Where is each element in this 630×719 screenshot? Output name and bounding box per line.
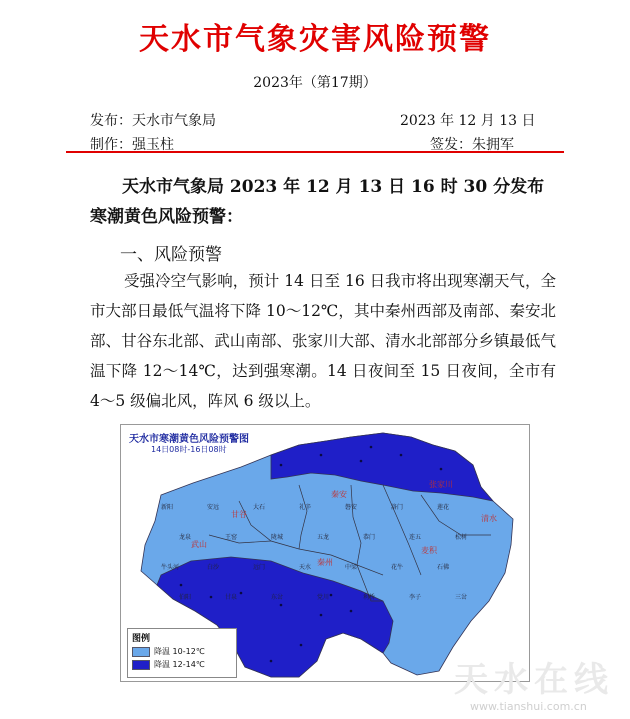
place-label: 恭门 — [363, 534, 376, 541]
place-label: 连五 — [409, 534, 422, 541]
document-title: 天水市气象灾害风险预警 — [139, 22, 491, 57]
legend-swatch-dark — [132, 660, 150, 670]
place-label: 礼辛 — [299, 504, 312, 511]
place-label: 陇城 — [271, 534, 284, 541]
county-label: 张家川 — [429, 480, 453, 489]
warning-body: 受强冷空气影响，预计 14 日至 16 日我市将出现寒潮天气，全市大部日最低气温将下降 10～12℃，其中秦州西部及南部、秦安北部、甘谷东北部、武山南部、张家川大部、清水北部部分乡镇最低气温下降 12～14℃，达到强寒潮。14 日夜间至 15 日夜间，全市有 4～5 级偏北风，阵风 6 级以上。 — [90, 272, 556, 410]
legend-item-dark — [132, 659, 236, 670]
watermark-url: www.tianshui.com.cn — [470, 700, 587, 713]
place-label: 党川 — [317, 594, 330, 601]
place-label: 中梁 — [345, 564, 358, 571]
section-heading: 一、风险预警 — [120, 245, 222, 265]
legend-label-dark: 降温 12-14℃ — [154, 660, 205, 669]
legend-swatch-light — [132, 647, 150, 657]
county-label: 武山 — [191, 540, 207, 549]
maker: 制作：强玉柱 — [90, 137, 174, 153]
warning-headline: 天水市气象局 2023 年 12 月 13 日 16 时 30 分发布寒潮黄色风险预警： — [90, 177, 545, 227]
signer: 签发：朱拥军 — [430, 137, 514, 153]
place-label: 莲花 — [437, 504, 450, 511]
place-label: 利桥 — [363, 594, 376, 601]
place-label: 大石 — [253, 504, 266, 511]
place-label: 东岔 — [271, 594, 284, 601]
place-label: 白沙 — [207, 564, 220, 571]
county-label: 秦州 — [317, 558, 333, 567]
header-divider — [66, 151, 564, 153]
publisher: 发布：天水市气象局 — [90, 113, 216, 129]
place-label: 天水 — [299, 564, 312, 571]
place-label: 花牛 — [391, 564, 404, 571]
place-label: 洛门 — [391, 504, 404, 511]
place-label: 五龙 — [317, 534, 330, 541]
place-label: 甘泉 — [225, 594, 238, 601]
place-label: 李子 — [409, 594, 422, 601]
issue-number: 2023年（第17期） — [253, 75, 377, 91]
issue-date: 2023 年 12 月 13 日 — [400, 113, 536, 129]
map-title: 天水市寒潮黄色风险预警图 — [129, 434, 249, 445]
place-label: 石佛 — [437, 564, 450, 571]
place-label: 松树 — [455, 534, 468, 541]
place-label: 王窑 — [225, 534, 238, 541]
county-label: 麦积 — [421, 546, 437, 555]
legend-item-light — [132, 646, 236, 657]
place-label: 伯阳 — [179, 594, 192, 601]
place-label: 新阳 — [161, 504, 174, 511]
map-subtitle: 14日08时-16日08时 — [151, 445, 227, 454]
place-label: 远门 — [253, 564, 266, 571]
county-label: 秦安 — [331, 490, 347, 499]
place-label: 龙泉 — [179, 534, 192, 541]
place-label: 安远 — [207, 504, 220, 511]
county-label: 甘谷 — [231, 510, 247, 519]
watermark-logo: 天水在线 — [454, 660, 614, 700]
place-label: 牛头河 — [161, 564, 180, 571]
county-label: 清水 — [481, 514, 497, 523]
legend-title: 图例 — [132, 634, 151, 644]
legend-label-light: 降温 10-12℃ — [154, 647, 205, 656]
place-label: 磐安 — [345, 504, 358, 511]
risk-map — [120, 424, 530, 682]
map-legend — [127, 628, 237, 678]
place-label: 三岔 — [455, 594, 468, 601]
